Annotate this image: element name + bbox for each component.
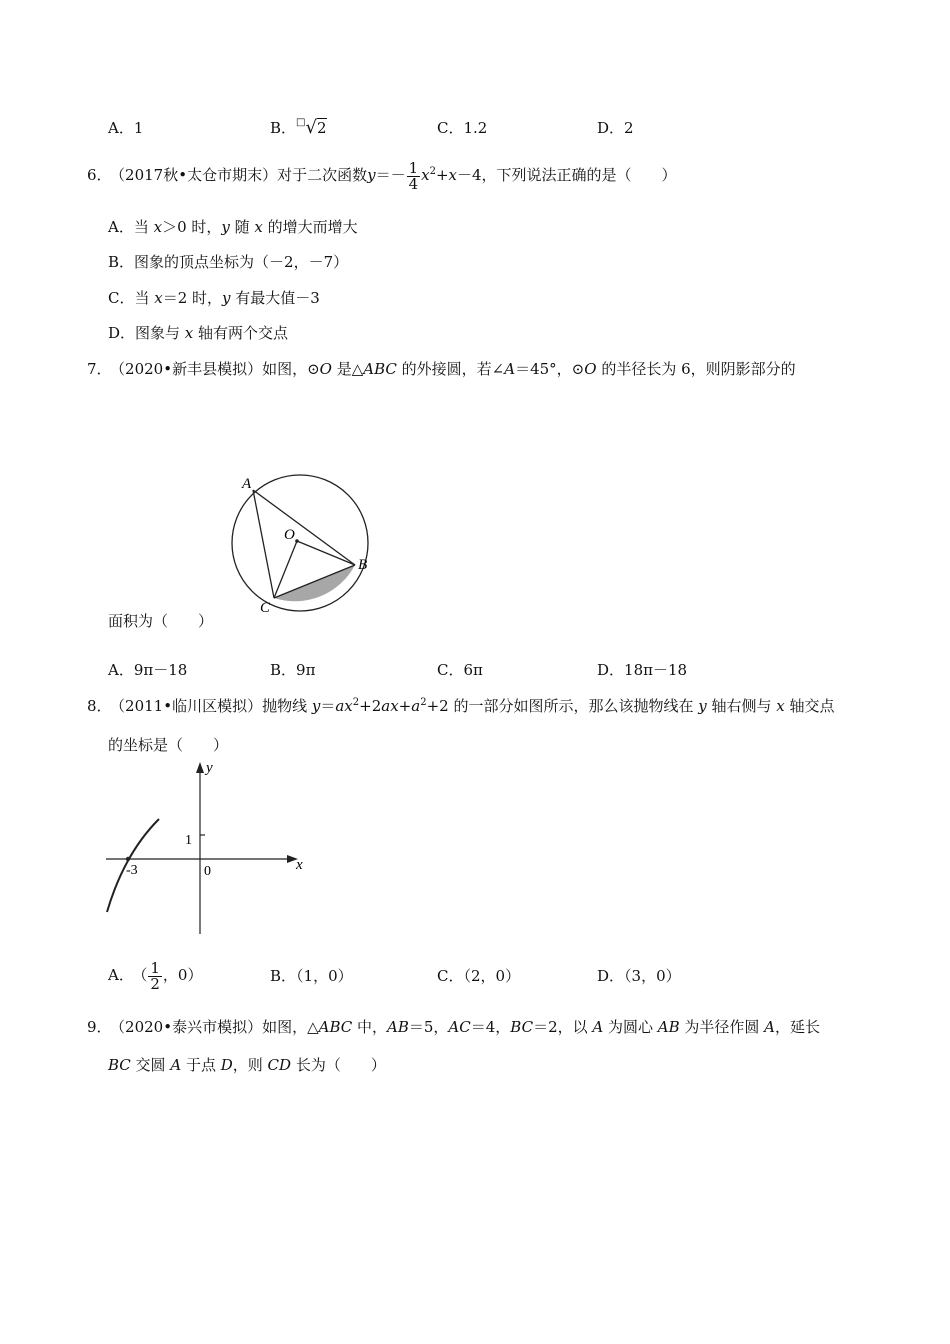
text: （2020•泰兴市模拟）如图，△: [117, 1018, 319, 1036]
question-number: 9．: [87, 1018, 112, 1036]
q7-option-b: B．9π: [270, 661, 316, 679]
text: 的增大而增大: [262, 218, 358, 236]
text: ＝: [320, 697, 336, 715]
var-AC: AC: [448, 1018, 471, 1036]
text: 长为（ ）: [291, 1056, 386, 1074]
text: 有最大值－3: [230, 289, 320, 307]
q5-option-b-label: B．: [270, 119, 297, 137]
fraction: [148, 958, 162, 993]
label-c: C: [260, 600, 271, 616]
var-CD: CD: [267, 1056, 292, 1074]
text: C．当: [108, 289, 155, 307]
var-x: x: [254, 218, 263, 236]
fraction: [407, 158, 421, 193]
intersection-point: [126, 857, 130, 861]
q6-eq: ＝－: [375, 166, 406, 184]
var-y: y: [221, 218, 230, 236]
var-y: y: [698, 697, 707, 715]
q8-stem: [87, 695, 835, 716]
text: 为半径作圆: [679, 1018, 765, 1036]
label-o: O: [284, 527, 295, 543]
paren: （: [139, 966, 148, 984]
var-ABC: ABC: [318, 1018, 353, 1036]
q8-option-d: D．（3，0）: [597, 967, 681, 985]
center-point: [295, 539, 299, 543]
var-ax: ax: [335, 697, 353, 715]
label-b: B: [358, 557, 368, 573]
var-A: A: [764, 1018, 776, 1036]
q6-option-a: [108, 216, 358, 237]
text: ＝45°，⊙: [515, 360, 585, 378]
text: ，0）: [162, 966, 203, 984]
text: ，则: [232, 1056, 268, 1074]
question-number: 6．: [87, 166, 112, 184]
segment-ac: [253, 490, 274, 598]
q7-stem: [87, 358, 796, 379]
segment-ob: [297, 541, 355, 565]
fraction-numerator: 1: [408, 158, 419, 177]
question-number: 7．: [87, 360, 112, 378]
q7-stem-continuation: 面积为（ ）: [108, 612, 214, 630]
segment-ab: [253, 490, 355, 565]
var-y: y: [311, 697, 321, 715]
var-O: O: [319, 360, 332, 378]
fraction-denominator: 2: [150, 974, 160, 993]
text: +: [398, 697, 412, 715]
option-label: A．: [108, 966, 134, 984]
var-A: A: [170, 1056, 182, 1074]
radical-index: □: [296, 117, 306, 128]
fraction-numerator: 1: [150, 958, 160, 977]
text: 是△: [331, 360, 364, 378]
text: 轴右侧与: [706, 697, 777, 715]
text: ，延长: [775, 1018, 821, 1036]
y-axis-arrow-icon: [196, 762, 204, 773]
text: ＝2 时，: [162, 289, 223, 307]
q5-option-b: [270, 117, 327, 138]
text: 的外接圆，若∠: [396, 360, 505, 378]
q6-source: （2017秋•太仓市期末）对于二次函数: [117, 166, 368, 184]
tick-label-1: 1: [185, 833, 192, 848]
text: ＝5，: [408, 1018, 449, 1036]
q8-parabola-figure: [104, 756, 314, 938]
text: 交圆: [130, 1056, 171, 1074]
var-O: O: [584, 360, 597, 378]
q8-option-c: C．（2，0）: [437, 967, 521, 985]
var-ABC: ABC: [363, 360, 397, 378]
exponent: 2: [352, 697, 360, 708]
q5-option-d: D．2: [597, 119, 634, 137]
y-axis-label: y: [206, 760, 213, 776]
text: +2: [359, 697, 382, 715]
var-x: x: [421, 166, 430, 184]
var-x: x: [153, 218, 163, 236]
text: （2011•临川区模拟）抛物线: [117, 697, 312, 715]
q7-option-d: D．18π－18: [597, 661, 688, 679]
var-y: y: [222, 289, 231, 307]
var-A: A: [504, 360, 516, 378]
q9-stem: [87, 1016, 820, 1037]
radical-sign: √: [305, 117, 317, 138]
text: ＝4，: [470, 1018, 511, 1036]
q5-option-c: C．1.2: [437, 119, 488, 137]
var-BC: BC: [510, 1018, 534, 1036]
origin-label: 0: [204, 864, 211, 879]
var-ax: ax: [381, 697, 399, 715]
var-D: D: [220, 1056, 233, 1074]
text: ＞0 时，: [162, 218, 222, 236]
text: A．当: [108, 218, 154, 236]
var-AB: AB: [657, 1018, 680, 1036]
q6-option-d: [108, 322, 288, 343]
q7-option-a: A．9π－18: [108, 661, 188, 679]
text: 轴有两个交点: [193, 324, 289, 342]
q6-tail: －4，下列说法正确的是（ ）: [457, 166, 677, 184]
q8-stem-continuation: 的坐标是（ ）: [108, 736, 229, 754]
var-AB: AB: [387, 1018, 409, 1036]
var-y: y: [367, 166, 376, 184]
q6-stem: [87, 152, 677, 192]
text: 中，: [352, 1018, 388, 1036]
var-a: a: [411, 697, 421, 715]
plus: +: [435, 166, 449, 184]
var-x: x: [184, 324, 194, 342]
question-number: 8．: [87, 697, 112, 715]
q6-option-c: [108, 287, 320, 308]
exponent: 2: [420, 697, 427, 708]
q7-circle-figure: [225, 468, 375, 618]
var-x: x: [154, 289, 163, 307]
q8-option-b: B．（1，0）: [270, 967, 353, 985]
text: +2 的一部分如图所示，那么该抛物线在: [426, 697, 699, 715]
text: D．图象与: [108, 324, 185, 342]
text: 的半径长为 6，则阴影部分的: [596, 360, 796, 378]
text: 为圆心: [603, 1018, 658, 1036]
text: 于点: [181, 1056, 221, 1074]
q5-option-a: A．1: [108, 119, 144, 137]
text: 轴交点: [784, 697, 835, 715]
var-x: x: [776, 697, 785, 715]
fraction-denominator: 4: [408, 174, 419, 193]
q9-stem-line2: [108, 1054, 386, 1075]
radicand: 2: [316, 119, 327, 137]
q6-option-b: B．图象的顶点坐标为（－2，－7）: [108, 253, 349, 271]
text: ＝2，以: [533, 1018, 593, 1036]
q8-option-a: [108, 955, 202, 995]
q7-option-c: C．6π: [437, 661, 483, 679]
var-BC: BC: [108, 1056, 131, 1074]
text: 随: [229, 218, 255, 236]
x-axis-label: x: [296, 857, 303, 873]
var-x: x: [448, 166, 458, 184]
text: （2020•新丰县模拟）如图，⊙: [117, 360, 320, 378]
var-A: A: [592, 1018, 604, 1036]
exponent: 2: [429, 166, 436, 177]
label-a: A: [242, 476, 252, 492]
tick-label-neg3: -3: [126, 863, 138, 878]
